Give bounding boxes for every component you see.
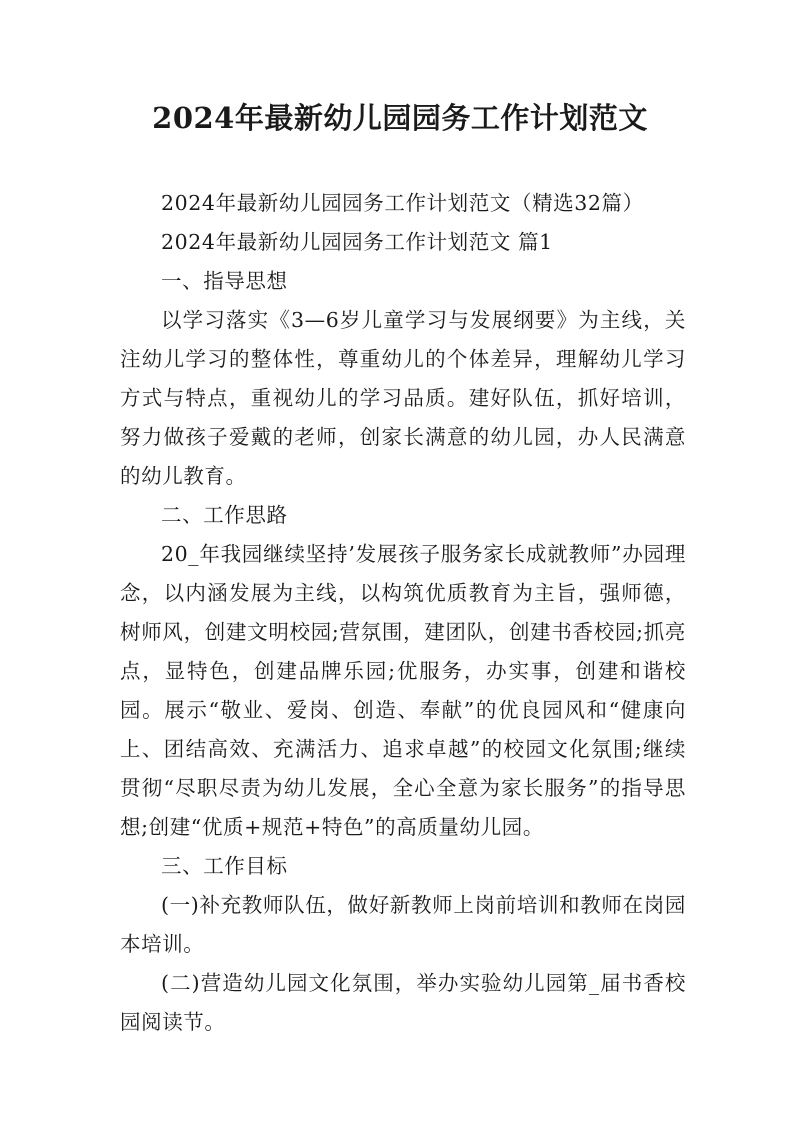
section-heading: 一、指导思想 bbox=[161, 269, 288, 293]
paragraph: (一)补充教师队伍，做好新教师上岗前培训和教师在岗园本培训。 bbox=[120, 893, 686, 956]
section-label: 2024年最新幼儿园园务工作计划范文 篇1 bbox=[161, 230, 553, 254]
paragraph: 20_年我园继续坚持’发展孩子服务家长成就教师”办园理念，以内涵发展为主线，以构筑优质教育为主旨，强师德，树师风，创建文明校园;营氛围，建团队，创建书香校园;抓亮点，显特色，创建品牌乐园;优服务，办实事，创建和谐校园。展示“敬业、爱岗、创造、奉献”的优良园风和“健康向上、团结高效、充满活力、追求卓越”的校园文化氛围;继续贯彻“尽职尽责为幼儿发展，全心全意为家长服务”的指导思想;创建“优质+规范+特色”的高质量幼儿园。 bbox=[120, 542, 686, 839]
document-title: 2024年最新幼儿园园务工作计划范文 bbox=[152, 101, 648, 135]
document-body bbox=[120, 184, 686, 1042]
section-heading: 三、工作目标 bbox=[161, 854, 288, 878]
section-heading: 二、工作思路 bbox=[161, 503, 288, 527]
paragraph: (二)营造幼儿园文化氛围，举办实验幼儿园第_届书香校园阅读节。 bbox=[120, 971, 686, 1034]
document-subtitle: 2024年最新幼儿园园务工作计划范文（精选32篇） bbox=[161, 191, 644, 215]
paragraph: 以学习落实《3—6岁儿童学习与发展纲要》为主线，关注幼儿学习的整体性，尊重幼儿的个体差异，理解幼儿学习方式与特点，重视幼儿的学习品质。建好队伍，抓好培训，努力做孩子爱戴的老师，创家长满意的幼儿园，办人民满意的幼儿教育。 bbox=[120, 308, 686, 488]
